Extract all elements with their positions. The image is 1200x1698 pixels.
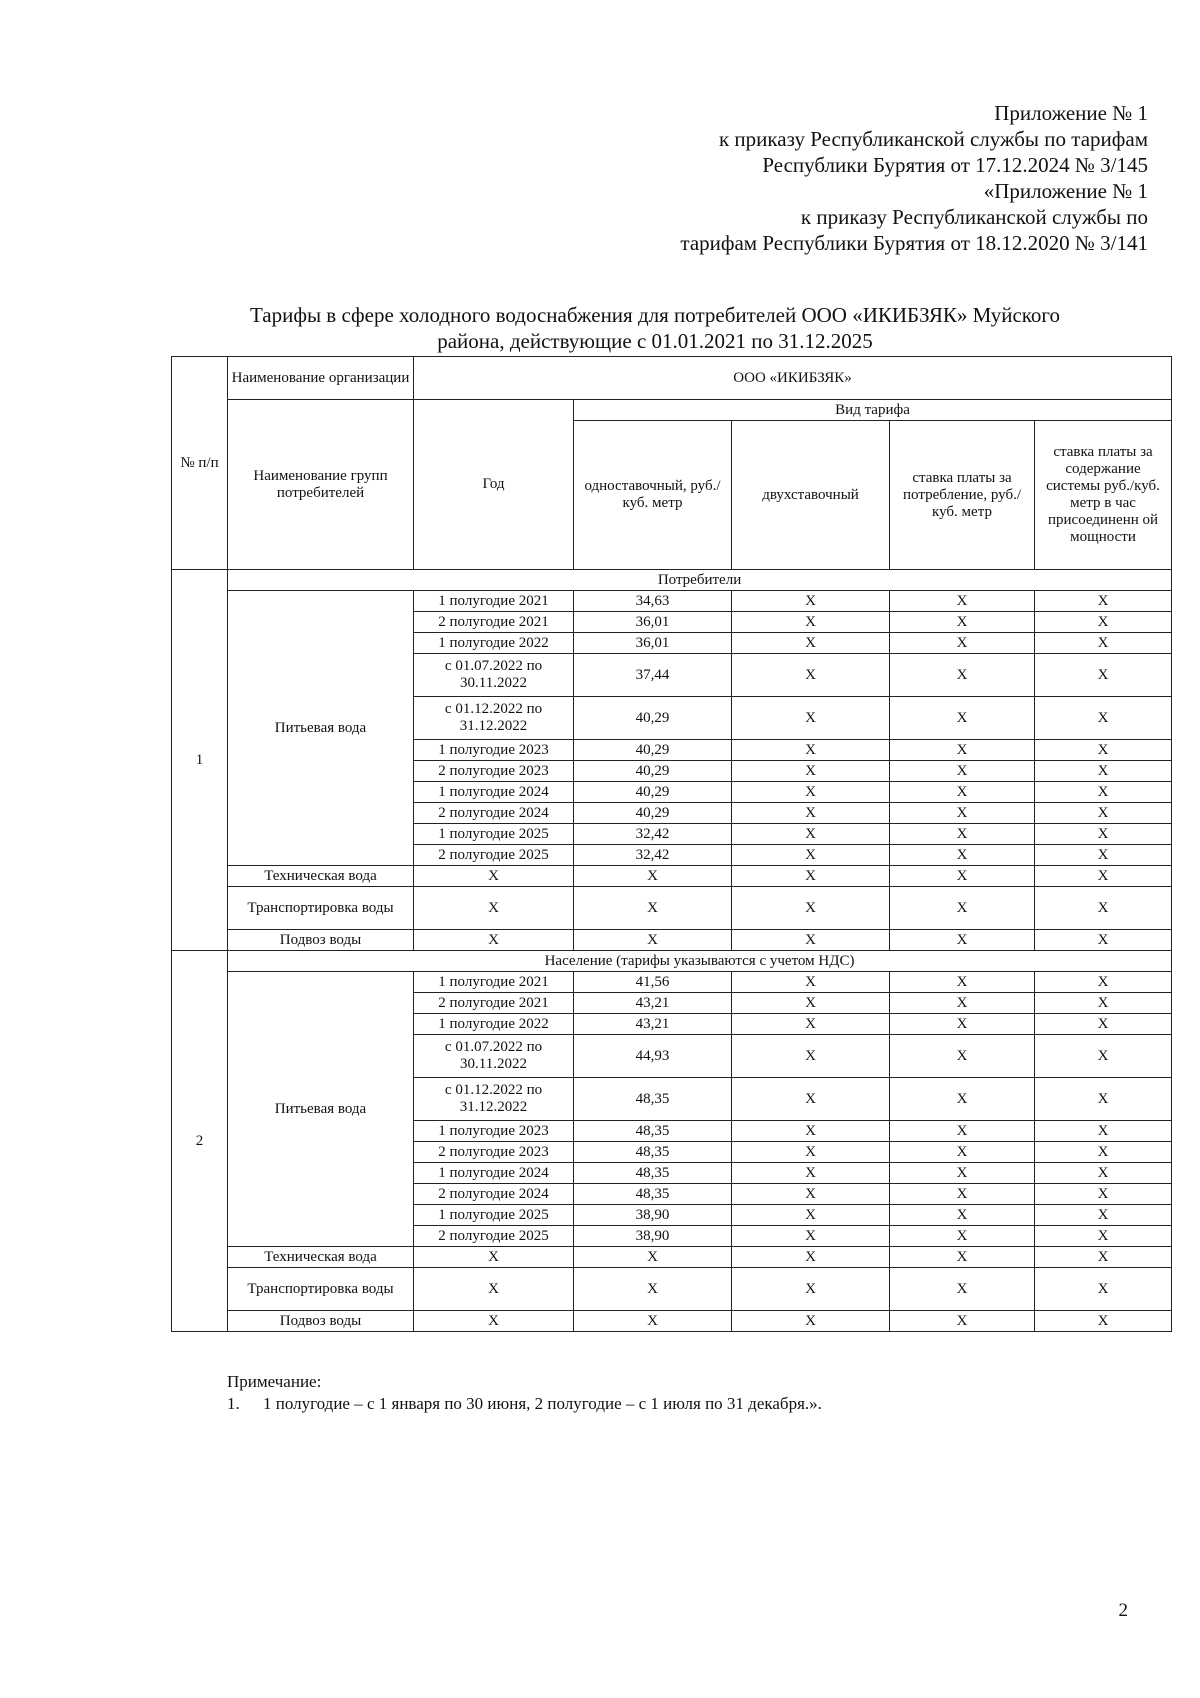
period-cell: 1 полугодие 2023 [414,1121,574,1142]
one-part-rate-cell: 34,63 [574,591,732,612]
maintenance-rate-cell: X [1035,972,1172,993]
header-consumption: ставка платы за потребление, руб./ куб. метр [890,421,1035,570]
two-part-rate-cell: X [732,803,890,824]
one-part-rate-cell: 40,29 [574,782,732,803]
one-part-rate-cell: X [574,887,732,930]
header-num: № п/п [172,357,228,570]
one-part-rate-cell: X [574,930,732,951]
one-part-rate-cell: 48,35 [574,1163,732,1184]
maintenance-rate-cell: X [1035,1014,1172,1035]
consumption-rate-cell: X [890,612,1035,633]
header-maintenance: ставка платы за содержание системы руб./куб. метр в час присоединенн ой мощности [1035,421,1172,570]
title-line: района, действующие с 01.01.2021 по 31.12.2025 [437,329,873,353]
consumption-rate-cell: X [890,1014,1035,1035]
one-part-rate-cell: X [574,866,732,887]
consumption-rate-cell: X [890,1142,1035,1163]
note-item-text: 1 полугодие – с 1 января по 30 июня, 2 полугодие – с 1 июля по 31 декабря.». [263,1394,822,1413]
period-cell: 1 полугодие 2021 [414,972,574,993]
one-part-rate-cell: 36,01 [574,612,732,633]
header-row [172,400,1172,421]
header-group-label: Наименование групп потребителей [228,400,414,570]
period-cell: 1 полугодие 2021 [414,591,574,612]
two-part-rate-cell: X [732,697,890,740]
section-number: 1 [172,570,228,951]
maintenance-rate-cell: X [1035,740,1172,761]
period-cell: 1 полугодие 2025 [414,1205,574,1226]
maintenance-rate-cell: X [1035,1205,1172,1226]
two-part-rate-cell: X [732,1035,890,1078]
consumption-rate-cell: X [890,824,1035,845]
two-part-rate-cell: X [732,845,890,866]
group-cell: Подвоз воды [228,1311,414,1332]
consumption-rate-cell: X [890,1311,1035,1332]
maintenance-rate-cell: X [1035,654,1172,697]
consumption-rate-cell: X [890,1078,1035,1121]
one-part-rate-cell: 48,35 [574,1078,732,1121]
table-row [172,866,1172,887]
header-tariff-type: Вид тарифа [574,400,1172,421]
header-org-label: Наименование организации [228,357,414,400]
period-cell: X [414,1268,574,1311]
tariff-table [171,356,1172,1332]
two-part-rate-cell: X [732,824,890,845]
consumption-rate-cell: X [890,803,1035,824]
maintenance-rate-cell: X [1035,761,1172,782]
maintenance-rate-cell: X [1035,1035,1172,1078]
consumption-rate-cell: X [890,782,1035,803]
two-part-rate-cell: X [732,1205,890,1226]
period-cell: X [414,930,574,951]
two-part-rate-cell: X [732,1121,890,1142]
period-cell: X [414,1247,574,1268]
two-part-rate-cell: X [732,887,890,930]
group-cell: Техническая вода [228,1247,414,1268]
two-part-rate-cell: X [732,972,890,993]
period-cell: X [414,887,574,930]
header-line: к приказу Республиканской службы по [800,205,1148,229]
consumption-rate-cell: X [890,866,1035,887]
header-line: Приложение № 1 [994,101,1148,125]
maintenance-rate-cell: X [1035,1268,1172,1311]
table-row [172,930,1172,951]
two-part-rate-cell: X [732,1163,890,1184]
one-part-rate-cell: X [574,1247,732,1268]
two-part-rate-cell: X [732,1268,890,1311]
header-one-part: одноставочный, руб./ куб. метр [574,421,732,570]
title-line: Тарифы в сфере холодного водоснабжения для потребителей ООО «ИКИБЗЯК» Муйского [249,303,1061,327]
two-part-rate-cell: X [732,1226,890,1247]
maintenance-rate-cell: X [1035,1142,1172,1163]
consumption-rate-cell: X [890,930,1035,951]
maintenance-rate-cell: X [1035,824,1172,845]
period-cell: с 01.12.2022 по 31.12.2022 [414,1078,574,1121]
header-year: Год [414,400,574,570]
maintenance-rate-cell: X [1035,803,1172,824]
consumption-rate-cell: X [890,1205,1035,1226]
one-part-rate-cell: 38,90 [574,1205,732,1226]
one-part-rate-cell: 32,42 [574,845,732,866]
period-cell: 2 полугодие 2021 [414,612,574,633]
maintenance-rate-cell: X [1035,1163,1172,1184]
consumption-rate-cell: X [890,633,1035,654]
period-cell: 2 полугодие 2023 [414,761,574,782]
maintenance-rate-cell: X [1035,930,1172,951]
maintenance-rate-cell: X [1035,612,1172,633]
period-cell: 2 полугодие 2024 [414,803,574,824]
consumption-rate-cell: X [890,993,1035,1014]
consumption-rate-cell: X [890,1121,1035,1142]
table-row [172,1311,1172,1332]
two-part-rate-cell: X [732,1014,890,1035]
maintenance-rate-cell: X [1035,782,1172,803]
document-title [160,302,1150,354]
one-part-rate-cell: 36,01 [574,633,732,654]
consumption-rate-cell: X [890,1163,1035,1184]
section-title-row [172,951,1172,972]
section-title-row [172,570,1172,591]
header-line: к приказу Республиканской службы по тарифам [718,127,1148,151]
maintenance-rate-cell: X [1035,887,1172,930]
header-line: «Приложение № 1 [983,179,1148,203]
maintenance-rate-cell: X [1035,845,1172,866]
consumption-rate-cell: X [890,761,1035,782]
maintenance-rate-cell: X [1035,1121,1172,1142]
consumption-rate-cell: X [890,845,1035,866]
two-part-rate-cell: X [732,591,890,612]
maintenance-rate-cell: X [1035,633,1172,654]
one-part-rate-cell: 40,29 [574,740,732,761]
one-part-rate-cell: 44,93 [574,1035,732,1078]
consumption-rate-cell: X [890,1268,1035,1311]
two-part-rate-cell: X [732,761,890,782]
group-drinking-water: Питьевая вода [228,972,414,1247]
consumption-rate-cell: X [890,591,1035,612]
period-cell: 1 полугодие 2025 [414,824,574,845]
period-cell: X [414,1311,574,1332]
consumption-rate-cell: X [890,740,1035,761]
one-part-rate-cell: X [574,1311,732,1332]
two-part-rate-cell: X [732,866,890,887]
maintenance-rate-cell: X [1035,1078,1172,1121]
period-cell: 1 полугодие 2024 [414,1163,574,1184]
two-part-rate-cell: X [732,1142,890,1163]
period-cell: с 01.07.2022 по 30.11.2022 [414,654,574,697]
one-part-rate-cell: 40,29 [574,761,732,782]
maintenance-rate-cell: X [1035,1184,1172,1205]
two-part-rate-cell: X [732,1311,890,1332]
consumption-rate-cell: X [890,697,1035,740]
period-cell: 1 полугодие 2023 [414,740,574,761]
period-cell: 1 полугодие 2022 [414,633,574,654]
period-cell: с 01.07.2022 по 30.11.2022 [414,1035,574,1078]
period-cell: 2 полугодие 2024 [414,1184,574,1205]
two-part-rate-cell: X [732,1078,890,1121]
section-number: 2 [172,951,228,1332]
note-label: Примечание: [227,1372,322,1391]
note-item [227,1393,822,1415]
maintenance-rate-cell: X [1035,591,1172,612]
two-part-rate-cell: X [732,612,890,633]
period-cell: 2 полугодие 2025 [414,845,574,866]
one-part-rate-cell: 48,35 [574,1121,732,1142]
consumption-rate-cell: X [890,887,1035,930]
one-part-rate-cell: 40,29 [574,803,732,824]
two-part-rate-cell: X [732,1247,890,1268]
consumption-rate-cell: X [890,1035,1035,1078]
two-part-rate-cell: X [732,930,890,951]
header-block [680,100,1148,256]
two-part-rate-cell: X [732,1184,890,1205]
group-drinking-water: Питьевая вода [228,591,414,866]
group-cell: Техническая вода [228,866,414,887]
maintenance-rate-cell: X [1035,697,1172,740]
group-cell: Транспортировка воды [228,1268,414,1311]
two-part-rate-cell: X [732,782,890,803]
table-row [172,887,1172,930]
header-org-name: ООО «ИКИБЗЯК» [414,357,1172,400]
section-title: Потребители [228,570,1172,591]
one-part-rate-cell: 48,35 [574,1184,732,1205]
consumption-rate-cell: X [890,1247,1035,1268]
one-part-rate-cell: 48,35 [574,1142,732,1163]
consumption-rate-cell: X [890,654,1035,697]
two-part-rate-cell: X [732,654,890,697]
header-line: тарифам Республики Бурятия от 18.12.2020 № 3/141 [680,231,1148,255]
consumption-rate-cell: X [890,1226,1035,1247]
period-cell: 2 полугодие 2021 [414,993,574,1014]
table-row [172,972,1172,993]
two-part-rate-cell: X [732,740,890,761]
one-part-rate-cell: X [574,1268,732,1311]
header-two-part: двухставочный [732,421,890,570]
maintenance-rate-cell: X [1035,1311,1172,1332]
table-row [172,591,1172,612]
header-line: Республики Бурятия от 17.12.2024 № 3/145 [762,153,1148,177]
period-cell: 1 полугодие 2024 [414,782,574,803]
maintenance-rate-cell: X [1035,1226,1172,1247]
two-part-rate-cell: X [732,633,890,654]
one-part-rate-cell: 43,21 [574,1014,732,1035]
period-cell: 1 полугодие 2022 [414,1014,574,1035]
period-cell: 2 полугодие 2023 [414,1142,574,1163]
header-row [172,357,1172,400]
one-part-rate-cell: 43,21 [574,993,732,1014]
two-part-rate-cell: X [732,993,890,1014]
period-cell: X [414,866,574,887]
maintenance-rate-cell: X [1035,866,1172,887]
consumption-rate-cell: X [890,1184,1035,1205]
tariff-table-body [172,357,1172,1332]
one-part-rate-cell: 32,42 [574,824,732,845]
table-row [172,1268,1172,1311]
period-cell: 2 полугодие 2025 [414,1226,574,1247]
page-number: 2 [1118,1600,1128,1621]
maintenance-rate-cell: X [1035,993,1172,1014]
group-cell: Подвоз воды [228,930,414,951]
table-row [172,1247,1172,1268]
group-cell: Транспортировка воды [228,887,414,930]
maintenance-rate-cell: X [1035,1247,1172,1268]
period-cell: с 01.12.2022 по 31.12.2022 [414,697,574,740]
consumption-rate-cell: X [890,972,1035,993]
one-part-rate-cell: 41,56 [574,972,732,993]
one-part-rate-cell: 38,90 [574,1226,732,1247]
section-title: Население (тарифы указываются с учетом НДС) [228,951,1172,972]
one-part-rate-cell: 37,44 [574,654,732,697]
note-item-number: 1. [227,1394,240,1413]
one-part-rate-cell: 40,29 [574,697,732,740]
